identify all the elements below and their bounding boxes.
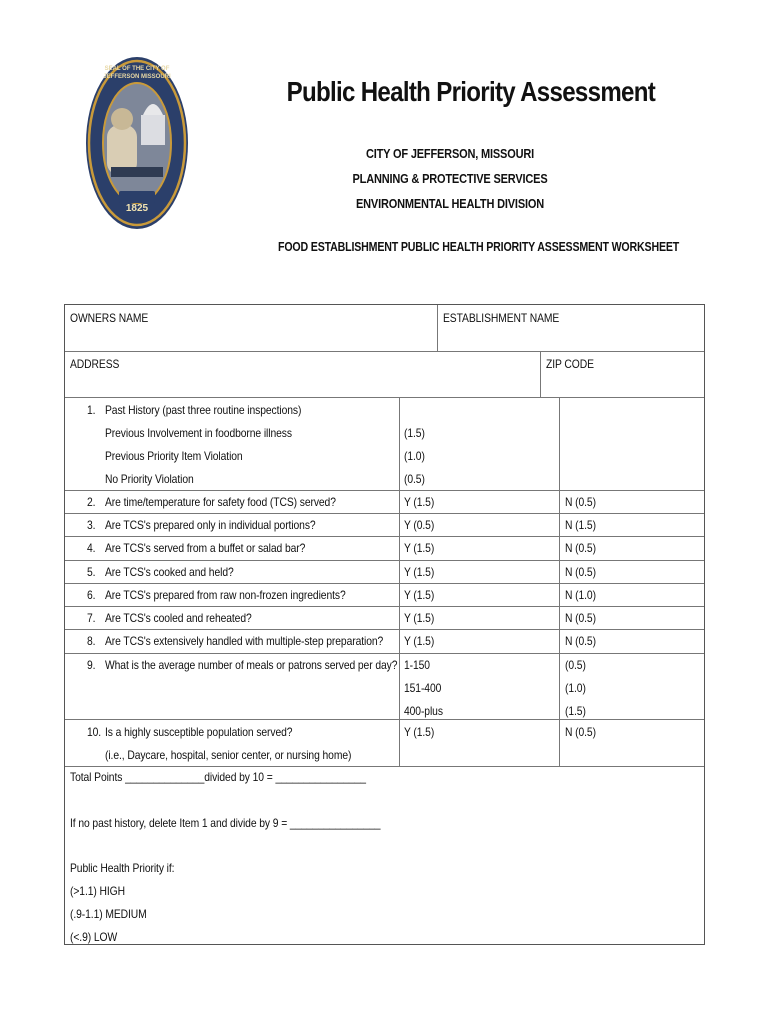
header-lines: [318, 142, 582, 217]
item-no-value: (1.5): [565, 704, 586, 718]
item-yes-value: (1.0): [404, 449, 425, 463]
item-question: Previous Priority Item Violation: [105, 449, 243, 463]
item-yes-value: Y (1.5): [404, 541, 435, 555]
priority-high: (>1.1) HIGH: [70, 884, 125, 898]
item-question: Are TCS's prepared only in individual portions?: [105, 518, 316, 532]
item-number: 6.: [87, 588, 96, 602]
item-yes-value: Y (0.5): [404, 518, 435, 532]
item-no-value: (1.0): [565, 681, 586, 695]
item-no-value: (0.5): [565, 658, 586, 672]
item-number: 10.: [87, 725, 102, 739]
divider-row2: [65, 397, 704, 398]
item-no-value: N (0.5): [565, 495, 596, 509]
item-question: Previous Involvement in foodborne illness: [105, 426, 292, 440]
seal-text-layer: [85, 55, 189, 231]
item-yes-value: Y (1.5): [404, 565, 435, 579]
zip-code-label: ZIP CODE: [546, 357, 594, 371]
divider-item1: [65, 490, 704, 491]
divider-item2: [65, 513, 704, 514]
item-number: 7.: [87, 611, 96, 625]
item-no-value: N (0.5): [565, 725, 596, 739]
item-no-value: N (0.5): [565, 541, 596, 555]
address-label: ADDRESS: [70, 357, 120, 371]
item-number: 1.: [87, 403, 96, 417]
item-no-value: N (0.5): [565, 611, 596, 625]
divider-row1: [65, 351, 704, 352]
item-no-value: N (0.5): [565, 634, 596, 648]
owners-name-label: OWNERS NAME: [70, 311, 149, 325]
no-history-line: If no past history, delete Item 1 and divide by 9 = ________________: [70, 816, 381, 830]
item-question: Are TCS's prepared from raw non-frozen ingredients?: [105, 588, 346, 602]
item-question: Are time/temperature for safety food (TCS) served?: [105, 495, 336, 509]
item-yes-value: (1.5): [404, 426, 425, 440]
item-yes-value: Y (1.5): [404, 611, 435, 625]
item-number: 9.: [87, 658, 96, 672]
item-yes-value: Y (1.5): [404, 588, 435, 602]
divider-zip-col: [540, 351, 541, 397]
header-city: CITY OF JEFFERSON, MISSOURI: [365, 147, 534, 161]
item-question: Are TCS's extensively handled with multiple-step preparation?: [105, 634, 384, 648]
total-points-line: Total Points ______________divided by 10 = ________________: [70, 770, 366, 784]
item-yes-value: Y (1.5): [404, 725, 435, 739]
divider-item3: [65, 536, 704, 537]
item-yes-value: Y (1.5): [404, 495, 435, 509]
page-title: Public Health Priority Assessment: [286, 76, 656, 107]
item-question: What is the average number of meals or patrons served per day?: [105, 658, 398, 672]
item-question: Are TCS's cooked and held?: [105, 565, 234, 579]
divider-item4: [65, 560, 704, 561]
divider-yes-col: [399, 397, 400, 766]
priority-low: (<.9) LOW: [70, 930, 118, 944]
divider-totals: [65, 766, 704, 767]
item-question: No Priority Violation: [105, 472, 194, 486]
header-division: ENVIRONMENTAL HEALTH DIVISION: [355, 197, 545, 211]
worksheet-title: FOOD ESTABLISHMENT PUBLIC HEALTH PRIORITY ASSESSMENT WORKSHEET: [278, 240, 680, 254]
establishment-name-label: ESTABLISHMENT NAME: [443, 311, 560, 325]
item-no-value: N (1.0): [565, 588, 596, 602]
divider-item8: [65, 653, 704, 654]
header-department: PLANNING & PROTECTIVE SERVICES: [352, 172, 548, 186]
item-question: Past History (past three routine inspections): [105, 403, 302, 417]
item-number: 8.: [87, 634, 96, 648]
item-question: Is a highly susceptible population served?: [105, 725, 293, 739]
divider-no-col: [559, 397, 560, 766]
priority-medium: (.9-1.1) MEDIUM: [70, 907, 147, 921]
item-number: 3.: [87, 518, 96, 532]
item-question: (i.e., Daycare, hospital, senior center, or nursing home): [105, 748, 352, 762]
item-number: 5.: [87, 565, 96, 579]
divider-item5: [65, 583, 704, 584]
item-no-value: N (1.5): [565, 518, 596, 532]
seal-year: 1825: [125, 203, 149, 214]
divider-name-col: [437, 305, 438, 351]
divider-item6: [65, 606, 704, 607]
item-number: 2.: [87, 495, 96, 509]
assessment-form: [64, 304, 705, 945]
item-yes-value: Y (1.5): [404, 634, 435, 648]
seal-ring-text: SEAL OF THE CITY OF JEFFERSON MISSOURI: [103, 66, 171, 80]
item-number: 4.: [87, 541, 96, 555]
item-question: Are TCS's cooled and reheated?: [105, 611, 252, 625]
item-yes-value: 400-plus: [404, 704, 443, 718]
divider-item9: [65, 719, 704, 720]
item-no-value: N (0.5): [565, 565, 596, 579]
priority-heading: Public Health Priority if:: [70, 861, 175, 875]
item-yes-value: (0.5): [404, 472, 425, 486]
item-yes-value: 1-150: [404, 658, 430, 672]
item-question: Are TCS's served from a buffet or salad bar?: [105, 541, 306, 555]
item-yes-value: 151-400: [404, 681, 442, 695]
divider-item7: [65, 629, 704, 630]
